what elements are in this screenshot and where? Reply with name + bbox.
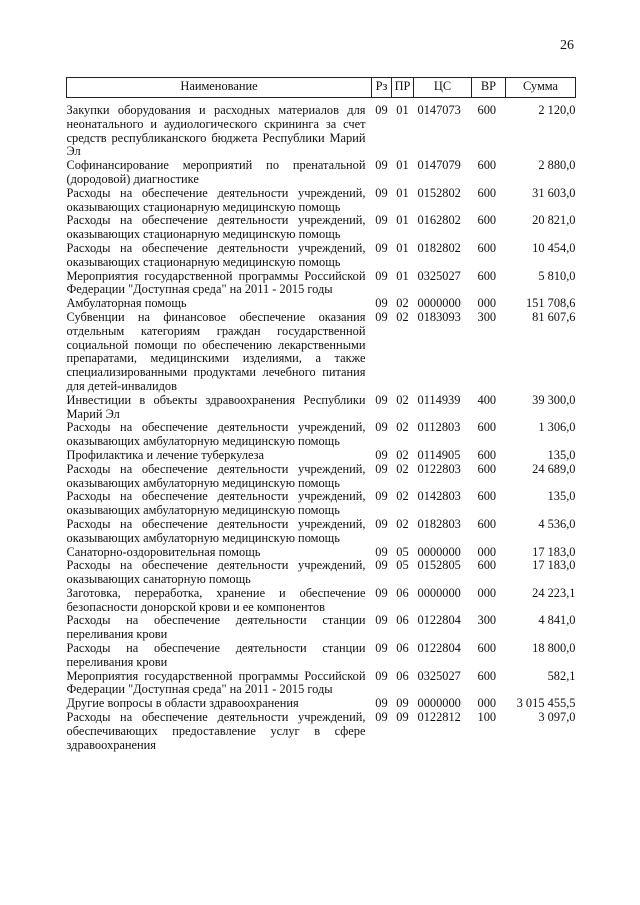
- cell-vr: 300: [477, 309, 497, 324]
- cell-vr: 600: [477, 420, 497, 435]
- cell-vr: 400: [477, 392, 497, 407]
- cell-sum: 24 223,1: [532, 585, 576, 600]
- cell-name: Заготовка, переработка, хранение и обеспечение безопасности донорской крови и ее компонентов: [66, 585, 366, 614]
- cell-pr: 09: [396, 696, 409, 711]
- cell-rz: 09: [375, 103, 388, 117]
- cell-rz: 09: [375, 613, 388, 628]
- cell-sum: 1 306,0: [538, 420, 576, 435]
- cell-name: Расходы на обеспечение деятельности учреждений, обеспечивающих предоставление услуг в сфере здравоохранения: [66, 710, 366, 752]
- cell-name: Амбулаторная помощь: [66, 296, 187, 311]
- cell-pr: 01: [396, 185, 409, 200]
- cell-cs: 0142803: [417, 489, 461, 504]
- cell-pr: 01: [396, 268, 409, 283]
- cell-vr: 000: [477, 696, 497, 711]
- cell-name: Расходы на обеспечение деятельности учреждений, оказывающих стационарную медицинскую помощь: [66, 240, 366, 269]
- cell-name: Расходы на обеспечение деятельности учреждений, оказывающих стационарную медицинскую помощь: [66, 185, 366, 214]
- table-row: [67, 642, 576, 670]
- cell-name: Расходы на обеспечение деятельности учреждений, оказывающих стационарную медицинскую помощь: [66, 213, 366, 242]
- cell-rz: 09: [375, 585, 388, 600]
- cell-sum: 3 097,0: [538, 710, 576, 725]
- cell-cs: 0122804: [417, 613, 461, 628]
- header-name: Наименование: [67, 78, 372, 98]
- cell-name: Расходы на обеспечение деятельности учреждений, оказывающих санаторную помощь: [66, 558, 366, 587]
- table-row: [67, 614, 576, 642]
- cell-rz: 09: [375, 516, 388, 531]
- cell-sum: 135,0: [547, 489, 576, 504]
- cell-vr: 600: [477, 461, 497, 476]
- cell-sum: 4 841,0: [538, 613, 576, 628]
- cell-rz: 09: [375, 309, 388, 324]
- cell-pr: 02: [396, 296, 409, 311]
- cell-sum: 4 536,0: [538, 516, 576, 531]
- cell-name: Закупки оборудования и расходных материалов для неонатального и аудиологического скрининга за счет средств республиканского бюджета Республики Марий Эл: [66, 103, 366, 159]
- cell-cs: 0325027: [417, 668, 461, 683]
- cell-vr: 600: [477, 240, 497, 255]
- table-row: [67, 670, 576, 698]
- cell-sum: 20 821,0: [532, 213, 576, 228]
- cell-rz: 09: [375, 213, 388, 228]
- cell-cs: 0000000: [417, 585, 461, 600]
- cell-name: Мероприятия государственной программы Российской Федерации "Доступная среда" на 2011 - 2015 годы: [66, 668, 366, 697]
- table-row: [67, 449, 576, 463]
- cell-rz: 09: [375, 710, 388, 725]
- cell-name: Расходы на обеспечение деятельности учреждений, оказывающих амбулаторную медицинскую помощь: [66, 516, 366, 545]
- cell-vr: 600: [477, 213, 497, 228]
- cell-cs: 0000000: [417, 544, 461, 559]
- cell-vr: 600: [477, 268, 497, 283]
- cell-vr: 600: [477, 641, 497, 656]
- table-header: [67, 78, 576, 98]
- cell-cs: 0162802: [417, 213, 461, 228]
- cell-name: Расходы на обеспечение деятельности учреждений, оказывающих амбулаторную медицинскую помощь: [66, 420, 366, 449]
- header-rz: Рз: [372, 78, 392, 98]
- cell-vr: 600: [477, 489, 497, 504]
- cell-pr: 02: [396, 420, 409, 435]
- cell-cs: 0114939: [417, 392, 461, 407]
- cell-rz: 09: [375, 696, 388, 711]
- cell-pr: 02: [396, 447, 409, 462]
- cell-vr: 100: [477, 710, 497, 725]
- cell-sum: 18 800,0: [532, 641, 576, 656]
- cell-name: Мероприятия государственной программы Российской Федерации "Доступная среда" на 2011 - 2015 годы: [66, 268, 366, 297]
- cell-cs: 0325027: [417, 268, 461, 283]
- table-row: [67, 297, 576, 311]
- header-vr: ВР: [472, 78, 506, 98]
- cell-cs: 0122804: [417, 641, 461, 656]
- cell-rz: 09: [375, 296, 388, 311]
- cell-name: Расходы на обеспечение деятельности учреждений, оказывающих амбулаторную медицинскую помощь: [66, 461, 366, 490]
- cell-sum: 582,1: [547, 668, 576, 683]
- cell-rz: 09: [375, 185, 388, 200]
- table-row: [67, 242, 576, 270]
- cell-name: Расходы на обеспечение деятельности учреждений, оказывающих амбулаторную медицинскую помощь: [66, 489, 366, 518]
- table-row: [67, 98, 576, 160]
- cell-cs: 0182802: [417, 240, 461, 255]
- cell-vr: 000: [477, 544, 497, 559]
- cell-pr: 01: [396, 103, 409, 117]
- cell-rz: 09: [375, 641, 388, 656]
- cell-rz: 09: [375, 461, 388, 476]
- cell-sum: 3 015 455,5: [516, 696, 576, 711]
- cell-sum: 151 708,6: [525, 296, 576, 311]
- cell-sum: 10 454,0: [532, 240, 576, 255]
- cell-sum: 31 603,0: [532, 185, 576, 200]
- cell-pr: 02: [396, 461, 409, 476]
- cell-cs: 0182803: [417, 516, 461, 531]
- cell-pr: 09: [396, 710, 409, 725]
- header-cs: ЦС: [414, 78, 472, 98]
- header-sum: Сумма: [506, 78, 576, 98]
- cell-vr: 300: [477, 613, 497, 628]
- table-row: [67, 711, 576, 752]
- table-row: [67, 587, 576, 615]
- cell-cs: 0114905: [417, 447, 461, 462]
- header-pr: ПР: [392, 78, 414, 98]
- cell-sum: 81 607,6: [532, 309, 576, 324]
- table-row: [67, 546, 576, 560]
- cell-cs: 0122803: [417, 461, 461, 476]
- cell-pr: 05: [396, 558, 409, 573]
- cell-cs: 0183093: [417, 309, 461, 324]
- table-row: [67, 490, 576, 518]
- cell-vr: 000: [477, 296, 497, 311]
- cell-rz: 09: [375, 158, 388, 173]
- cell-cs: 0000000: [417, 296, 461, 311]
- cell-pr: 05: [396, 544, 409, 559]
- table-row: [67, 214, 576, 242]
- cell-cs: 0122812: [417, 710, 461, 725]
- table-row: [67, 463, 576, 491]
- table-row: [67, 159, 576, 187]
- table-row: [67, 187, 576, 215]
- cell-vr: 600: [477, 558, 497, 573]
- cell-rz: 09: [375, 668, 388, 683]
- cell-vr: 600: [477, 447, 497, 462]
- table-row: [67, 311, 576, 394]
- cell-sum: 2 880,0: [538, 158, 576, 173]
- cell-rz: 09: [375, 240, 388, 255]
- table-row: [67, 270, 576, 298]
- cell-vr: 600: [477, 158, 497, 173]
- cell-name: Инвестиции в объекты здравоохранения Республики Марий Эл: [66, 392, 366, 421]
- cell-sum: 24 689,0: [532, 461, 576, 476]
- table-row: [67, 518, 576, 546]
- table-row: [67, 559, 576, 587]
- cell-sum: 2 120,0: [538, 103, 576, 117]
- cell-pr: 01: [396, 213, 409, 228]
- cell-name: Софинансирование мероприятий по пренатальной (дородовой) диагностике: [66, 158, 366, 186]
- cell-rz: 09: [375, 489, 388, 504]
- cell-sum: 5 810,0: [538, 268, 576, 283]
- cell-sum: 17 183,0: [532, 544, 576, 559]
- cell-rz: 09: [375, 420, 388, 435]
- cell-cs: 0152802: [417, 185, 461, 200]
- cell-sum: 17 183,0: [532, 558, 576, 573]
- cell-name: Санаторно-оздоровительная помощь: [66, 544, 261, 559]
- cell-name: Расходы на обеспечение деятельности станции переливания крови: [66, 613, 366, 642]
- cell-cs: 0152805: [417, 558, 461, 573]
- cell-vr: 600: [477, 668, 497, 683]
- cell-name: Субвенции на финансовое обеспечение оказания отдельным категориям граждан государственной социальной помощи по обеспечению лекарственными препаратами, медицинскими изделиями, а также специализированными продуктами лечебного питания для детей-инвалидов: [66, 309, 366, 393]
- cell-sum: 135,0: [547, 447, 576, 462]
- page-number: 26: [560, 38, 574, 53]
- table-row: [67, 697, 576, 711]
- cell-pr: 06: [396, 641, 409, 656]
- cell-cs: 0147073: [417, 103, 461, 117]
- cell-name: Другие вопросы в области здравоохранения: [66, 696, 299, 711]
- cell-pr: 01: [396, 158, 409, 173]
- table-row: [67, 421, 576, 449]
- cell-cs: 0147079: [417, 158, 461, 173]
- cell-pr: 06: [396, 585, 409, 600]
- cell-rz: 09: [375, 544, 388, 559]
- cell-vr: 600: [477, 516, 497, 531]
- cell-vr: 600: [477, 185, 497, 200]
- cell-vr: 600: [477, 103, 497, 117]
- budget-table: [66, 77, 576, 752]
- cell-pr: 01: [396, 240, 409, 255]
- cell-pr: 02: [396, 309, 409, 324]
- table-body: [67, 98, 576, 753]
- cell-cs: 0112803: [417, 420, 461, 435]
- cell-sum: 39 300,0: [532, 392, 576, 407]
- cell-vr: 000: [477, 585, 497, 600]
- cell-rz: 09: [375, 268, 388, 283]
- cell-cs: 0000000: [417, 696, 461, 711]
- cell-rz: 09: [375, 558, 388, 573]
- cell-rz: 09: [375, 447, 388, 462]
- table-row: [67, 394, 576, 422]
- cell-pr: 02: [396, 392, 409, 407]
- cell-pr: 06: [396, 668, 409, 683]
- cell-pr: 02: [396, 516, 409, 531]
- cell-name: Профилактика и лечение туберкулеза: [66, 447, 265, 462]
- cell-pr: 06: [396, 613, 409, 628]
- cell-rz: 09: [375, 392, 388, 407]
- cell-name: Расходы на обеспечение деятельности станции переливания крови: [66, 641, 366, 669]
- cell-pr: 02: [396, 489, 409, 504]
